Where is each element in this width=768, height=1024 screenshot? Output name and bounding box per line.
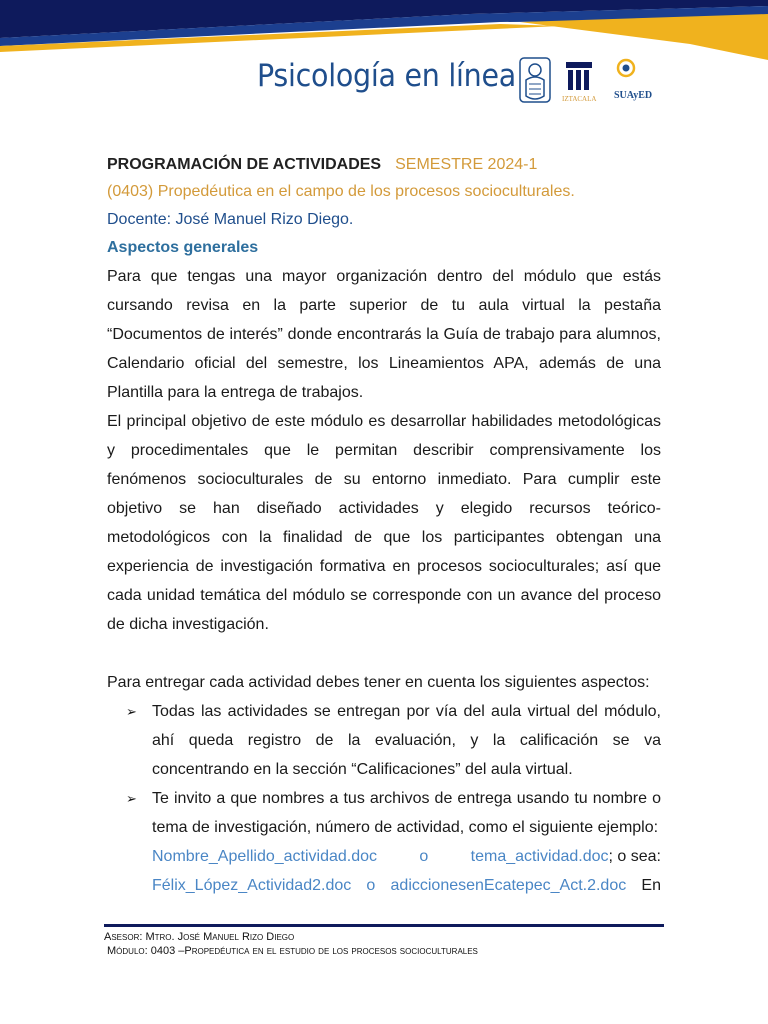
- list-item: [107, 697, 661, 784]
- example-filename: adiccionesenEcatepec_Act.2.doc: [390, 877, 627, 894]
- example-or: o: [366, 877, 376, 894]
- paragraph-entrega: Para entregar cada actividad debes tener en cuenta los siguientes aspectos:: [107, 674, 650, 691]
- example-filename-2: tema_actividad.doc; o sea:: [470, 848, 661, 865]
- semester-label: SEMESTRE 2024-1: [395, 156, 538, 173]
- program-heading: [107, 152, 661, 178]
- bullet-text: Te invito a que nombres a tus archivos de entrega usando tu nombre o tema de investigación, número de actividad, como el siguiente ejemplo:: [152, 790, 661, 836]
- course-name: (0403) Propedéutica en el campo de los procesos socioculturales.: [107, 183, 575, 200]
- footer-asesor: Asesor: Mtro. José Manuel Rizo Diego: [104, 931, 295, 943]
- program-title: PROGRAMACIÓN DE ACTIVIDADES: [107, 156, 382, 173]
- teacher-name: Docente: José Manuel Rizo Diego.: [107, 211, 354, 228]
- footer-modulo: Módulo: 0403 –Propedéutica en el estudio de los procesos socioculturales: [107, 945, 478, 957]
- header-banner: [0, 0, 768, 60]
- arrow-bullet-icon: ➢: [126, 791, 137, 806]
- section-heading-aspectos: Aspectos generales: [107, 239, 259, 256]
- example-line-2: [152, 871, 661, 900]
- list-item: [107, 784, 661, 900]
- continuation-word: En: [641, 877, 661, 894]
- example-line-1: [152, 842, 661, 871]
- iztacala-logo-icon: [562, 62, 596, 103]
- example-or: o: [419, 848, 429, 865]
- example-filename: Félix_López_Actividad2.doc: [152, 877, 352, 894]
- page-footer: [104, 930, 478, 958]
- example-filename: Nombre_Apellido_actividad.doc: [152, 848, 378, 865]
- institution-logos: [518, 56, 666, 106]
- iztacala-label: IZTACALA: [562, 95, 597, 103]
- instructions-list: [107, 697, 661, 900]
- document-body: [107, 152, 661, 900]
- suayed-label: SUAyED: [614, 90, 653, 101]
- suayed-logo-icon: [614, 60, 652, 101]
- unam-seal-icon: [520, 58, 550, 102]
- paragraph-objetivo: El principal objetivo de este módulo es desarrollar habilidades metodológicas y procedimentales que le permitan describir comprensivamente los fenómenos socioculturales de su entorno inmediato. Para cumplir este objetivo se han diseñado actividades y elegido recursos teórico-metodológicos con la finalidad de que los participantes obtengan una experiencia de investigación formativa en procesos socioculturales; así que cada unidad temática del módulo se corresponde con un avance del proceso de dicha investigación.: [107, 413, 661, 633]
- paragraph-organizacion: Para que tengas una mayor organización dentro del módulo que estás cursando revisa en la parte superior de tu aula virtual la pestaña “Documentos de interés” donde encontrarás la Guía de trabajo para alumnos, Calendario oficial del semestre, los Lineamientos APA, además de una Plantilla para la entrega de trabajos.: [107, 268, 661, 401]
- arrow-bullet-icon: ➢: [126, 704, 137, 719]
- site-title: Psicología en línea: [257, 58, 516, 94]
- footer-divider: [104, 924, 664, 927]
- bullet-text: Todas las actividades se entregan por vía del aula virtual del módulo, ahí queda registro de la evaluación, y la calificación se va concentrando en la sección “Calificaciones” del aula virtual.: [152, 703, 661, 778]
